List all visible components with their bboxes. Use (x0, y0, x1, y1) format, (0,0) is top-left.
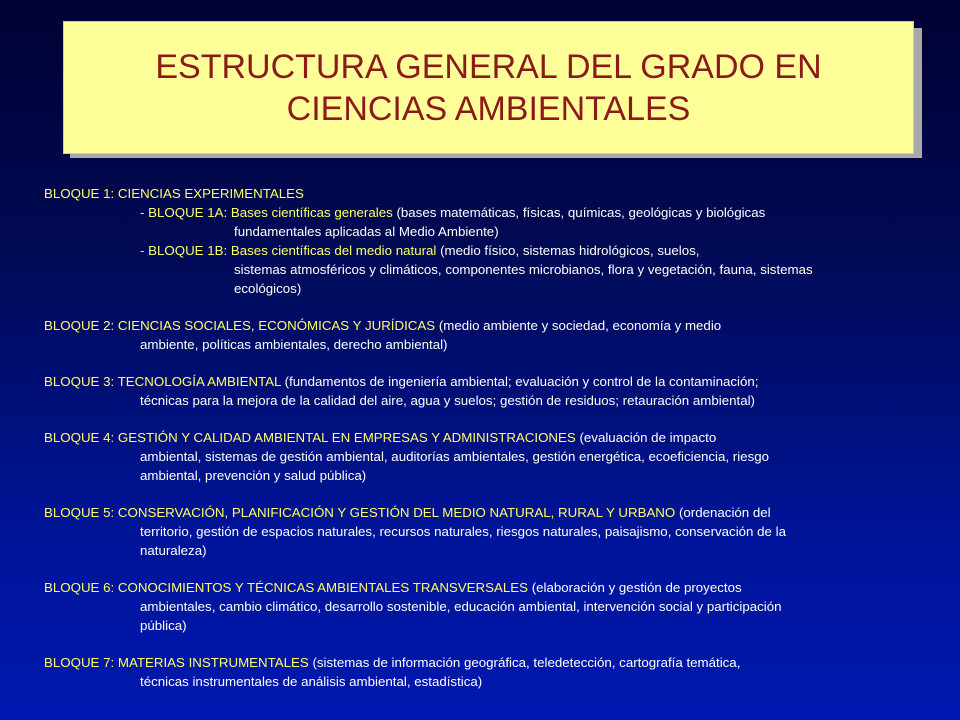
bloque-4 (44, 428, 944, 485)
bloque-6-desc-1: (elaboración y gestión de proyectos (528, 580, 742, 595)
title-line-2: CIENCIAS AMBIENTALES (286, 89, 691, 128)
bloque-5-desc-1: (ordenación del (675, 505, 771, 520)
bloque-4-label: BLOQUE 4: GESTIÓN Y CALIDAD AMBIENTAL EN EMPRESAS Y ADMINISTRACIONES (44, 430, 576, 445)
bloque-2-line-1 (44, 316, 944, 335)
bloque-1b-desc-3: ecológicos) (234, 281, 302, 296)
bloque-6-desc-2: ambientales, cambio climático, desarrollo sostenible, educación ambiental, intervención social y participación (140, 599, 782, 614)
bloque-4-desc-2: ambiental, sistemas de gestión ambiental, auditorías ambientales, gestión energética, ecoeficiencia, riesgo (140, 449, 770, 464)
bloque-1b-label: - BLOQUE 1B: Bases científicas del medio natural (140, 243, 437, 258)
bloque-1a-desc-1: (bases matemáticas, físicas, químicas, geológicas y biológicas (392, 205, 766, 220)
bloque-3-line-1 (44, 372, 944, 391)
title-line-1: ESTRUCTURA GENERAL DEL GRADO EN (155, 47, 822, 86)
bloque-5-desc-2: territorio, gestión de espacios naturales, recursos naturales, riesgos naturales, paisajismo, conservación de la (140, 524, 786, 539)
bloque-1b-desc-1: (medio físico, sistemas hidrológicos, suelos, (436, 243, 700, 258)
bloque-7-desc-2: técnicas instrumentales de análisis ambiental, estadística) (140, 674, 483, 689)
bloque-2 (44, 316, 944, 354)
bloque-2-desc-1: (medio ambiente y sociedad, economía y medio (435, 318, 722, 333)
bloque-7-label: BLOQUE 7: MATERIAS INSTRUMENTALES (44, 655, 309, 670)
bloque-7 (44, 653, 944, 691)
bloque-1-heading: BLOQUE 1: CIENCIAS EXPERIMENTALES (44, 186, 304, 201)
bloque-1a-line-1 (44, 203, 944, 222)
bloque-5 (44, 503, 944, 560)
bloque-5-desc-3: naturaleza) (140, 543, 207, 558)
bloque-2-label: BLOQUE 2: CIENCIAS SOCIALES, ECONÓMICAS Y JURÍDICAS (44, 318, 436, 333)
bloque-6 (44, 578, 944, 635)
bloque-7-line-1 (44, 653, 944, 672)
bloque-1a-label: - BLOQUE 1A: Bases científicas generales (140, 205, 393, 220)
bloque-6-label: BLOQUE 6: CONOCIMIENTOS Y TÉCNICAS AMBIENTALES TRANSVERSALES (44, 580, 528, 595)
bloque-6-line-1 (44, 578, 944, 597)
bloque-6-desc-3: pública) (140, 618, 187, 633)
bloque-3 (44, 372, 944, 410)
bloque-4-desc-3: ambiental, prevención y salud pública) (140, 468, 367, 483)
bloque-3-desc-2: técnicas para la mejora de la calidad del aire, agua y suelos; gestión de residuos; retauración ambiental) (140, 393, 755, 408)
bloque-1b-desc-2: sistemas atmosféricos y climáticos, componentes microbianos, flora y vegetación, fauna, sistemas (234, 262, 813, 277)
content-body (44, 184, 944, 709)
bloque-1 (44, 184, 944, 298)
bloque-5-label: BLOQUE 5: CONSERVACIÓN, PLANIFICACIÓN Y GESTIÓN DEL MEDIO NATURAL, RURAL Y URBANO (44, 505, 676, 520)
bloque-4-desc-1: (evaluación de impacto (575, 430, 717, 445)
bloque-3-desc-1: (fundamentos de ingeniería ambiental; evaluación y control de la contaminación; (280, 374, 759, 389)
bloque-3-label: BLOQUE 3: TECNOLOGÍA AMBIENTAL (44, 374, 281, 389)
bloque-4-line-1 (44, 428, 944, 447)
bloque-1a-desc-2: fundamentales aplicadas al Medio Ambiente) (234, 224, 499, 239)
bloque-2-desc-2: ambiente, políticas ambientales, derecho ambiental) (140, 337, 448, 352)
bloque-7-desc-1: (sistemas de información geográfica, teledetección, cartografía temática, (308, 655, 741, 670)
bloque-5-line-1 (44, 503, 944, 522)
bloque-1b-line-1 (44, 241, 944, 260)
title-box (63, 21, 914, 154)
